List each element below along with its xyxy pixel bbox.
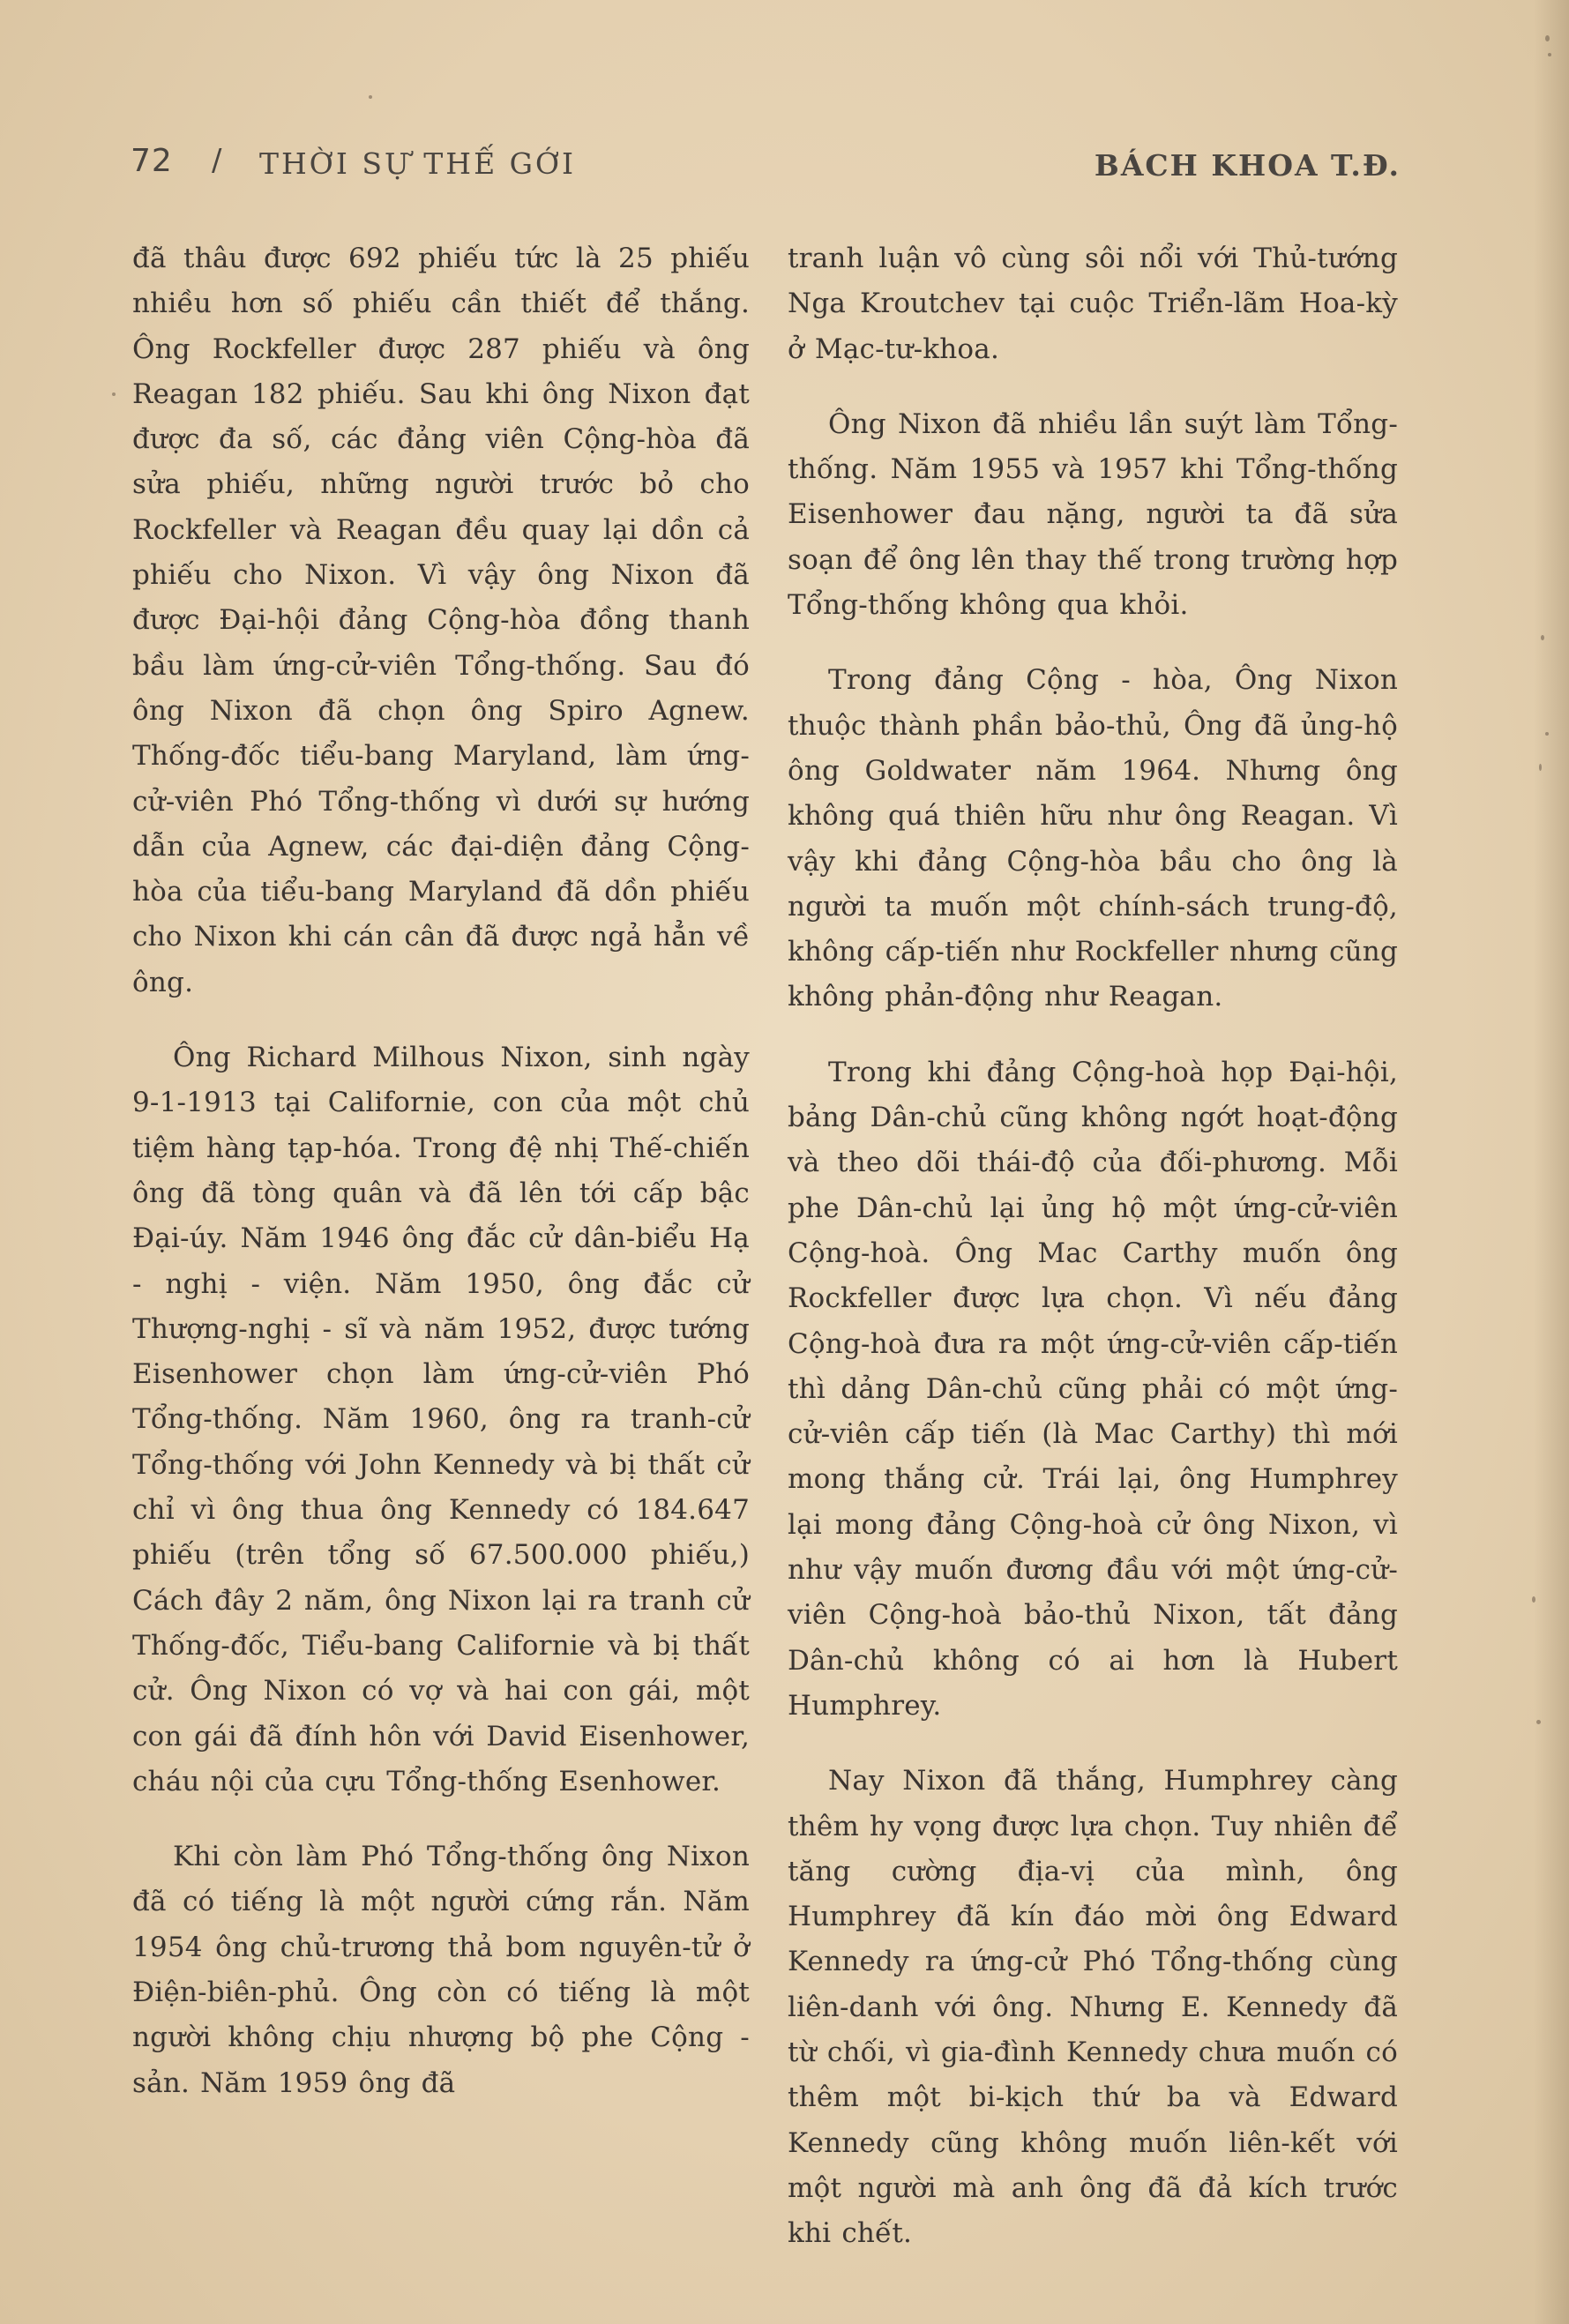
paragraph: Trong khi đảng Cộng-hoà họp Đại-hội, bảng Dân-chủ cũng không ngớt hoạt-động và theo dõi thái-độ của đối-phương. Mỗi phe Dân-chủ lại ủng hộ một ứng-cử-viên Cộng-hoà. Ông Mac Carthy muốn ông Rockfeller được lựa chọn. Vì nếu đảng Cộng-hoà đưa ra một ứng-cử-viên cấp-tiến thì dảng Dân-chủ cũng phải có một ứng-cử-viên cấp tiến (là Mac Carthy) thì mới mong thắng cử. Trái lại, ông Humphrey lại mong đảng Cộng-hoà cử ông Nixon, vì như vậy muốn đương đầu với một ứng-cử-viên Cộng-hoà bảo-thủ Nixon, tất đảng Dân-chủ không có ai hơn là Hubert Humphrey. <box>788 1056 1398 1722</box>
paragraph: Nay Nixon đã thắng, Humphrey càng thêm hy vọng được lựa chọn. Tuy nhiên để tăng cường địa-vị của mình, ông Humphrey đã kín đáo mời ông Edward Kennedy ra ứng-cử Phó Tổng-thống cùng liên-danh với ông. Nhưng E. Kennedy đã từ chối, vì gia-đình Kennedy chưa muốn có thêm một bi-kịch thứ ba và Edward Kennedy cũng không muốn liên-kết với một người mà anh ông đã đả kích trước khi chết. <box>788 1765 1398 2250</box>
left-text-column <box>132 236 750 2136</box>
running-header <box>131 143 1401 196</box>
right-text-column <box>788 236 1398 2286</box>
paragraph: Ông Richard Milhous Nixon, sinh ngày 9-1-1913 tại Californie, con của một chủ tiệm hàng tạp-hóa. Trong đệ nhị Thế-chiến ông đã tòng quân và đã lên tới cấp bậc Đại-úy. Năm 1946 ông đắc cử dân-biểu Hạ - nghị - viện. Năm 1950, ông đắc cử Thượng-nghị - sĩ và năm 1952, được tướng Eisenhower chọn làm ứng-cử-viên Phó Tổng-thống. Năm 1960, ông ra tranh-cử Tổng-thống với John Kennedy và bị thất cử chỉ vì ông thua ông Kennedy có 184.647 phiếu (trên tổng số 67.500.000 phiếu,) Cách đây 2 năm, ông Nixon lại ra tranh cử Thống-đốc, Tiểu-bang Californie và bị thất cử. Ông Nixon có vợ và hai con gái, một con gái đã đính hôn với David Eisenhower, cháu nội của cựu Tổng-thống Esenhower. <box>132 1042 750 1797</box>
paragraph: Khi còn làm Phó Tổng-thống ông Nixon đã có tiếng là một người cứng rắn. Năm 1954 ông chủ-trương thả bom nguyên-tử ở Điện-biên-phủ. Ông còn có tiếng là một người không chịu nhượng bộ phe Cộng - sản. Năm 1959 ông đã <box>132 1841 750 2099</box>
paragraph: Ông Nixon đã nhiều lần suýt làm Tổng-thống. Năm 1955 và 1957 khi Tổng-thống Eisenhower đau nặng, người ta đã sửa soạn để ông lên thay thế trong trường hợp Tổng-thống không qua khỏi. <box>788 407 1398 622</box>
page-edge-shadow <box>1534 0 1569 2324</box>
paragraph: đã thâu được 692 phiếu tức là 25 phiếu nhiều hơn số phiếu cần thiết để thắng. Ông Rockfeller được 287 phiếu và ông Reagan 182 phiếu. Sau khi ông Nixon đạt được đa số, các đảng viên Cộng-hòa đã sửa phiếu, những người trước bỏ cho Rockfeller và Reagan đều quay lại dồn cả phiếu cho Nixon. Vì vậy ông Nixon đã được Đại-hội đảng Cộng-hòa đồng thanh bầu làm ứng-cử-viên Tổng-thống. Sau đó ông Nixon đã chọn ông Spiro Agnew. Thống-đốc tiểu-bang Maryland, làm ứng-cử-viên Phó Tổng-thống vì dưới sự hướng dẫn của Agnew, các đại-diện đảng Cộng-hòa của tiểu-bang Maryland đã dồn phiếu cho Nixon khi cán cân đã được ngả hẳn về ông. <box>132 243 750 998</box>
paragraph: tranh luận vô cùng sôi nổi với Thủ-tướng Nga Kroutchev tại cuộc Triển-lãm Hoa-kỳ ở Mạc-tư-khoa. <box>788 243 1398 365</box>
section-title: THỜI SỰ THẾ GỚI <box>259 146 577 181</box>
header-separator: / <box>212 143 222 178</box>
paragraph: Trong đảng Cộng - hòa, Ông Nixon thuộc thành phần bảo-thủ, Ông đã ủng-hộ ông Goldwater năm 1964. Nhưng ông không quá thiên hữu như ông Reagan. Vì vậy khi đảng Cộng-hòa bầu cho ông là người ta muốn một chính-sách trung-độ, không cấp-tiến như Rockfeller nhưng cũng không phản-động như Reagan. <box>788 664 1398 1013</box>
publication-name: BÁCH KHOA T.Đ. <box>1094 148 1401 183</box>
page-number: 72 <box>131 143 173 179</box>
